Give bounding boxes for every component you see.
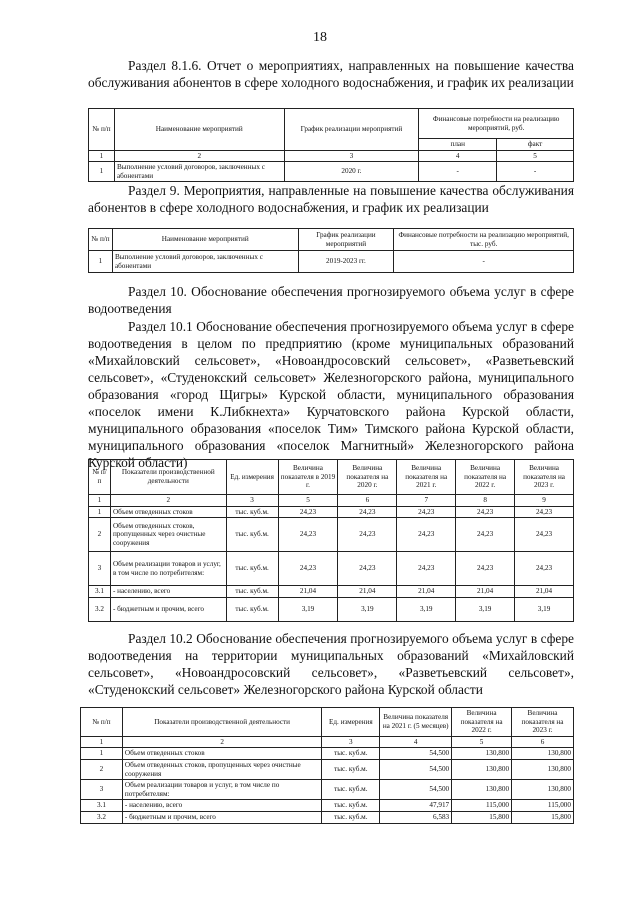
- cell-name: Объем реализации товаров и услуг, в том числе по потребителям:: [110, 552, 226, 586]
- cell-no: 1: [81, 748, 123, 760]
- cell-no: 3.1: [81, 800, 123, 812]
- num-cell: 5: [278, 495, 338, 507]
- section-10-2-table: [80, 707, 574, 824]
- table-row: [89, 506, 574, 518]
- table-row: [81, 800, 574, 812]
- section-10-1-heading: [88, 318, 574, 471]
- cell-unit: тыс. куб.м.: [322, 800, 380, 812]
- section-10-1-table: [88, 459, 574, 622]
- col-no: № п/п: [89, 109, 115, 151]
- cell-value: 54,500: [380, 748, 452, 760]
- cell-value: 130,800: [452, 780, 512, 800]
- cell-no: 1: [89, 162, 115, 182]
- cell-value: 24,23: [338, 518, 397, 552]
- num-cell: 9: [515, 495, 574, 507]
- cell-value: 130,800: [512, 759, 574, 779]
- cell-value: 21,04: [397, 586, 456, 598]
- col-schedule: График реализации мероприятий: [298, 229, 394, 251]
- cell-name: Выполнение условий договоров, заключенных с абонентами: [114, 162, 284, 182]
- col-no: № п/п: [81, 708, 123, 737]
- cell-no: 3.2: [81, 811, 123, 823]
- col-year: Величина показателя на 2021 г.: [397, 460, 456, 495]
- table-row: [81, 811, 574, 823]
- cell-unit: тыс. куб.м.: [322, 759, 380, 779]
- cell-unit: тыс. куб.м.: [226, 552, 278, 586]
- cell-value: 24,23: [278, 518, 338, 552]
- num-cell: 1: [89, 495, 111, 507]
- num-cell: 2: [114, 150, 284, 162]
- table-row: [89, 586, 574, 598]
- cell-name: - населению, всего: [122, 800, 321, 812]
- num-cell: 7: [397, 495, 456, 507]
- col-year: Величина показателя на 2023 г.: [515, 460, 574, 495]
- cell-fact: -: [497, 162, 574, 182]
- cell-no: 2: [89, 518, 111, 552]
- cell-name: Объем реализации товаров и услуг, в том числе по потребителям:: [122, 780, 321, 800]
- cell-value: 15,800: [512, 811, 574, 823]
- num-cell: 2: [122, 736, 321, 748]
- cell-unit: тыс. куб.м.: [226, 586, 278, 598]
- col-year: Величина показателя на 2020 г.: [338, 460, 397, 495]
- cell-name: - бюджетным и прочим, всего: [110, 597, 226, 621]
- cell-plan: -: [419, 162, 497, 182]
- cell-no: 3: [81, 780, 123, 800]
- cell-fin: -: [394, 251, 574, 273]
- cell-value: 21,04: [338, 586, 397, 598]
- section-8-1-6-text: Раздел 8.1.6. Отчет о мероприятиях, направленных на повышение качества обслуживания абонентов в сфере холодного водоснабжения, и график их реализации: [88, 58, 574, 90]
- table-row: [81, 780, 574, 800]
- col-plan: план: [419, 139, 497, 151]
- col-name: Наименование мероприятий: [114, 109, 284, 151]
- num-cell: 2: [110, 495, 226, 507]
- section-10-2-heading: [88, 630, 574, 698]
- section-9-table: [88, 228, 574, 273]
- num-cell: 6: [338, 495, 397, 507]
- cell-value: 24,23: [456, 518, 515, 552]
- col-indicator: Показатели производственной деятельности: [122, 708, 321, 737]
- col-fact: факт: [497, 139, 574, 151]
- cell-value: 3,19: [397, 597, 456, 621]
- cell-name: Объем отведенных стоков, пропущенных через очистные сооружения: [110, 518, 226, 552]
- col-no: № п/п: [89, 460, 111, 495]
- cell-value: 21,04: [278, 586, 338, 598]
- cell-value: 24,23: [515, 552, 574, 586]
- cell-value: 130,800: [512, 748, 574, 760]
- num-cell: 3: [322, 736, 380, 748]
- cell-value: 3,19: [338, 597, 397, 621]
- cell-no: 1: [89, 506, 111, 518]
- num-cell: 3: [284, 150, 419, 162]
- cell-no: 3: [89, 552, 111, 586]
- col-unit: Ед. измерения: [226, 460, 278, 495]
- table-number-row: [81, 736, 574, 748]
- section-10-1-text: Раздел 10.1 Обоснование обеспечения прогнозируемого объема услуг в сфере водоотведения в целом по предприятию (кроме муниципальных образований «Михайловский сельсовет», «Новоандросовский сельсовет», «Разветьевский сельсовет», «Студенокский сельсовет» Железногорского района, муниципального образования «город Щигры» Курской области, муниципального образования «поселок имени К.Либкнехта» Курчатовского района Курской области, муниципального образования «поселок Тим» Тимского района Курской области, муниципального образования «поселок Магнитный» Железногорского района Курской области): [88, 319, 574, 470]
- cell-schedule: 2019-2023 гг.: [298, 251, 394, 273]
- table-number-row: [89, 495, 574, 507]
- col-fin: Финансовые потребности на реализацию мероприятий, тыс. руб.: [394, 229, 574, 251]
- section-10-heading: [88, 283, 574, 317]
- cell-value: 54,500: [380, 780, 452, 800]
- col-year: Величина показателя на 2022 г.: [456, 460, 515, 495]
- num-cell: 8: [456, 495, 515, 507]
- col-year: Величина показателя в 2019 г.: [278, 460, 338, 495]
- section-9-text: Раздел 9. Мероприятия, направленные на повышение качества обслуживания абонентов в сфере холодного водоснабжения, и график их реализации: [88, 183, 574, 215]
- cell-value: 3,19: [278, 597, 338, 621]
- cell-value: 24,23: [456, 506, 515, 518]
- cell-value: 130,800: [452, 759, 512, 779]
- cell-value: 24,23: [278, 506, 338, 518]
- cell-value: 130,800: [512, 780, 574, 800]
- num-cell: 3: [226, 495, 278, 507]
- cell-name: Объем отведенных стоков: [122, 748, 321, 760]
- section-10-text: Раздел 10. Обоснование обеспечения прогнозируемого объема услуг в сфере водоотведения: [88, 284, 574, 316]
- cell-value: 24,23: [397, 552, 456, 586]
- cell-name: Объем отведенных стоков, пропущенных через очистные сооружения: [122, 759, 321, 779]
- col-year: Величина показателя на 2021 г. (5 месяцев): [380, 708, 452, 737]
- table-row: [81, 748, 574, 760]
- cell-value: 115,000: [452, 800, 512, 812]
- cell-value: 130,800: [452, 748, 512, 760]
- cell-unit: тыс. куб.м.: [226, 518, 278, 552]
- section-8-1-6-heading: [88, 57, 574, 91]
- cell-no: 1: [89, 251, 113, 273]
- cell-no: 3.2: [89, 597, 111, 621]
- cell-value: 24,23: [338, 506, 397, 518]
- page-number: 18: [313, 30, 327, 45]
- col-year: Величина показателя на 2022 г.: [452, 708, 512, 737]
- col-year: Величина показателя на 2023 г.: [512, 708, 574, 737]
- num-cell: 1: [89, 150, 115, 162]
- cell-value: 24,23: [397, 506, 456, 518]
- col-fin: Финансовые потребности на реализацию мероприятий, руб.: [419, 109, 574, 139]
- col-indicator: Показатели производственной деятельности: [110, 460, 226, 495]
- num-cell: 6: [512, 736, 574, 748]
- cell-value: 115,000: [512, 800, 574, 812]
- cell-value: 24,23: [278, 552, 338, 586]
- cell-value: 24,23: [515, 518, 574, 552]
- table-row: [89, 162, 574, 182]
- col-schedule: График реализации мероприятий: [284, 109, 419, 151]
- cell-name: Объем отведенных стоков: [110, 506, 226, 518]
- cell-value: 3,19: [456, 597, 515, 621]
- table-number-row: [89, 150, 574, 162]
- cell-value: 24,23: [515, 506, 574, 518]
- table-row: [89, 518, 574, 552]
- num-cell: 5: [452, 736, 512, 748]
- cell-name: - населению, всего: [110, 586, 226, 598]
- section-8-1-6-table: [88, 108, 574, 182]
- cell-value: 24,23: [397, 518, 456, 552]
- cell-unit: тыс. куб.м.: [226, 506, 278, 518]
- cell-value: 15,800: [452, 811, 512, 823]
- cell-value: 54,500: [380, 759, 452, 779]
- cell-value: 6,583: [380, 811, 452, 823]
- cell-value: 24,23: [338, 552, 397, 586]
- num-cell: 1: [81, 736, 123, 748]
- cell-value: 47,917: [380, 800, 452, 812]
- cell-value: 21,04: [456, 586, 515, 598]
- col-name: Наименование мероприятий: [112, 229, 298, 251]
- col-no: № п/п: [89, 229, 113, 251]
- cell-value: 3,19: [515, 597, 574, 621]
- num-cell: 4: [419, 150, 497, 162]
- num-cell: 4: [380, 736, 452, 748]
- cell-unit: тыс. куб.м.: [322, 780, 380, 800]
- cell-unit: тыс. куб.м.: [226, 597, 278, 621]
- section-10-2-text: Раздел 10.2 Обоснование обеспечения прогнозируемого объема услуг в сфере водоотведения на территории муниципальных образований «Михайловский сельсовет», «Новоандросовский сельсовет», «Разветьевский сельсовет», «Студенокский сельсовет» Железногорского района Курской области: [88, 631, 574, 697]
- cell-unit: тыс. куб.м.: [322, 748, 380, 760]
- section-9-heading: [88, 182, 574, 216]
- num-cell: 5: [497, 150, 574, 162]
- cell-unit: тыс. куб.м.: [322, 811, 380, 823]
- cell-schedule: 2020 г.: [284, 162, 419, 182]
- cell-name: Выполнение условий договоров, заключенных с абонентами: [112, 251, 298, 273]
- cell-no: 2: [81, 759, 123, 779]
- col-unit: Ед. измерения: [322, 708, 380, 737]
- table-row: [89, 251, 574, 273]
- cell-name: - бюджетным и прочим, всего: [122, 811, 321, 823]
- cell-value: 24,23: [456, 552, 515, 586]
- cell-value: 21,04: [515, 586, 574, 598]
- table-row: [81, 759, 574, 779]
- table-row: [89, 552, 574, 586]
- table-row: [89, 597, 574, 621]
- cell-no: 3.1: [89, 586, 111, 598]
